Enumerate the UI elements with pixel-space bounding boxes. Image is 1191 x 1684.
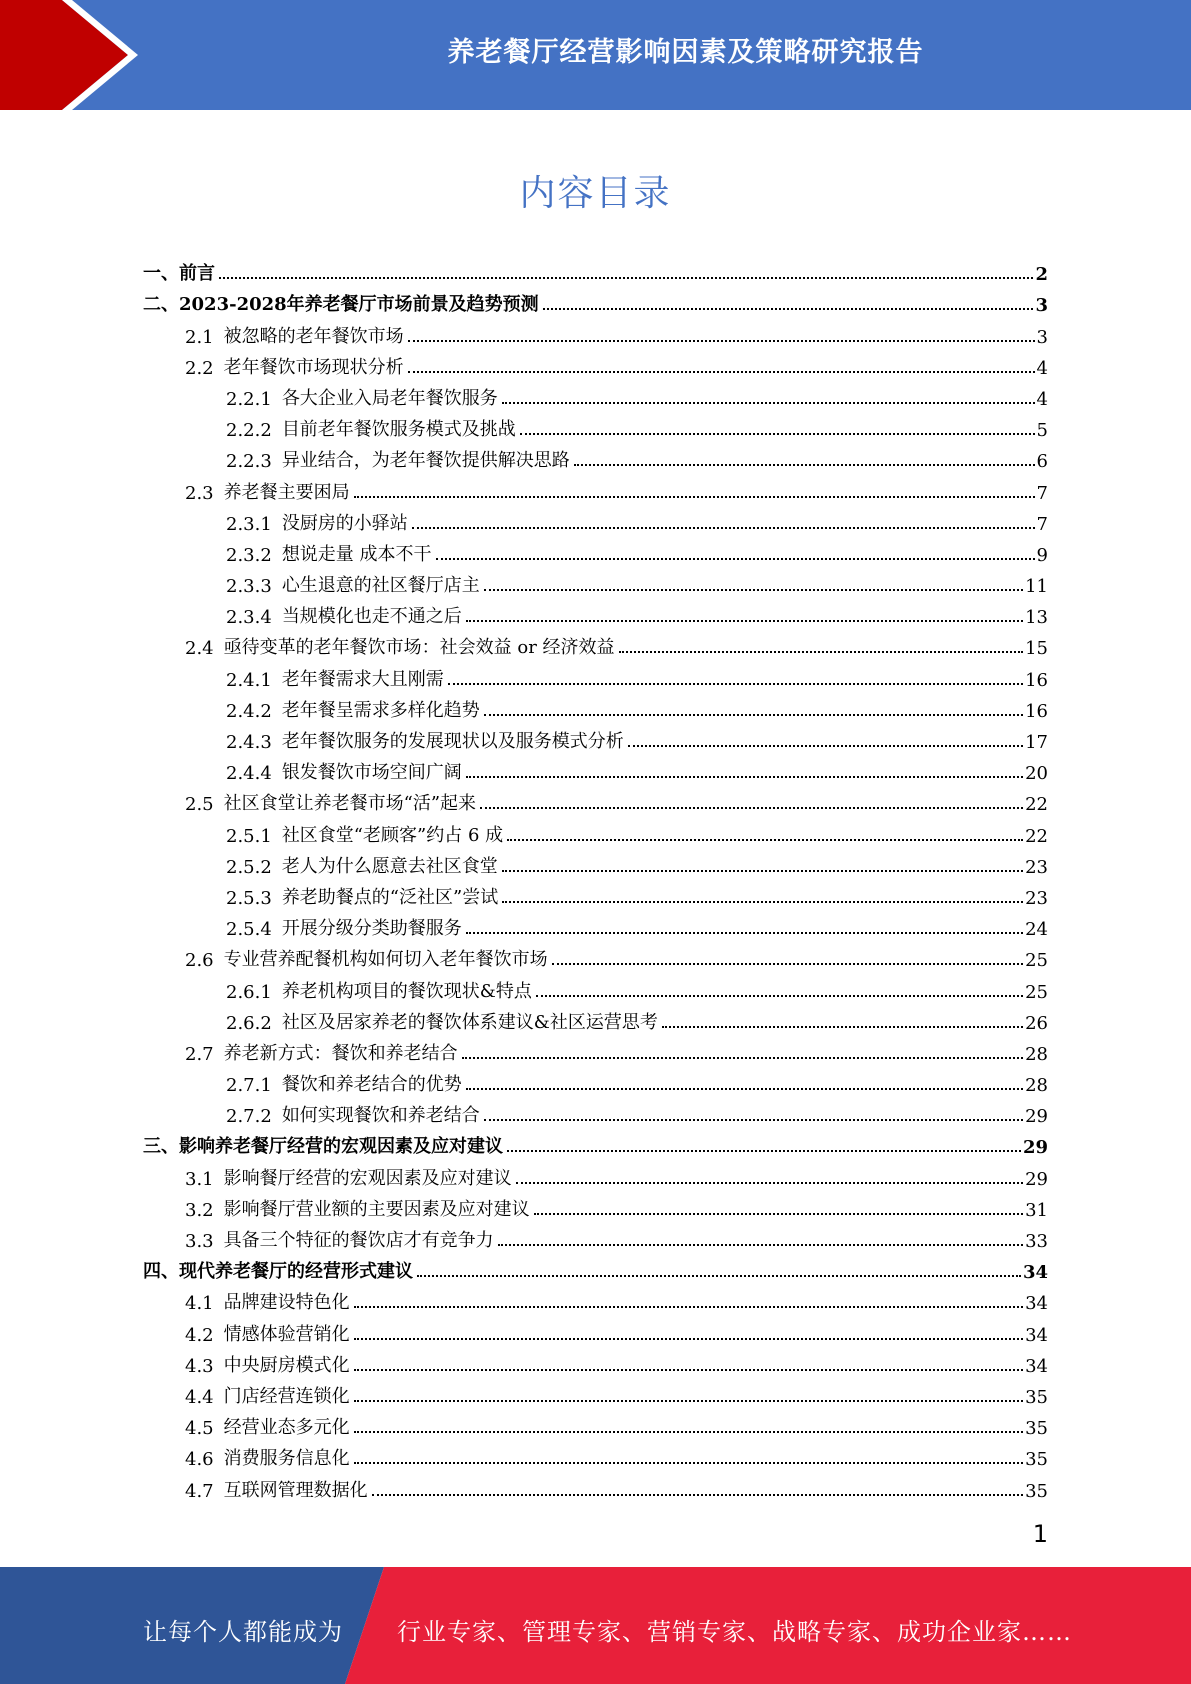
toc-entry-page: 28 bbox=[1025, 1043, 1048, 1065]
toc-entry-page: 9 bbox=[1036, 544, 1048, 566]
toc-entry[interactable] bbox=[143, 1096, 1048, 1127]
toc-dot-leader bbox=[462, 1057, 1023, 1059]
toc-dot-leader bbox=[354, 1400, 1023, 1402]
toc-entry-number: 4.1 bbox=[185, 1293, 214, 1315]
toc-dot-leader bbox=[466, 776, 1023, 778]
toc-entry[interactable] bbox=[143, 1314, 1048, 1345]
toc-entry-title: 异业结合，为老年餐饮提供解决思路 bbox=[281, 450, 570, 472]
toc-entry-number: 2.5.2 bbox=[226, 856, 272, 878]
toc-entry-number: 2.3 bbox=[185, 482, 214, 504]
toc-dot-leader bbox=[502, 870, 1023, 872]
toc-entry-number: 2.2.3 bbox=[226, 451, 272, 473]
toc-entry-page: 28 bbox=[1025, 1075, 1048, 1097]
toc-entry[interactable] bbox=[143, 535, 1048, 566]
toc-entry-page: 26 bbox=[1025, 1012, 1048, 1034]
toc-entry-title: 现代养老餐厅的经营形式建议 bbox=[179, 1261, 413, 1283]
toc-dot-leader bbox=[408, 371, 1035, 373]
toc-dot-leader bbox=[484, 1119, 1023, 1121]
toc-entry-title: 养老助餐点的“泛社区”尝试 bbox=[281, 886, 499, 908]
toc-entry-number: 2.2 bbox=[185, 357, 214, 379]
footer-slogan-right: 行业专家、管理专家、营销专家、战略专家、成功企业家…… bbox=[397, 1618, 1072, 1646]
toc-entry-page: 34 bbox=[1022, 1262, 1048, 1284]
toc-dot-leader bbox=[498, 1244, 1023, 1246]
toc-dot-leader bbox=[466, 620, 1023, 622]
chevron-logo-icon bbox=[0, 0, 160, 110]
toc-entry-title: 具备三个特征的餐饮店才有竞争力 bbox=[223, 1230, 494, 1251]
toc-entry-page: 34 bbox=[1025, 1355, 1048, 1377]
toc-entry[interactable] bbox=[143, 1190, 1048, 1221]
toc-entry-title: 2023-2028年养老餐厅市场前景及趋势预测 bbox=[179, 294, 539, 316]
toc-entry-number: 2.5 bbox=[185, 794, 214, 816]
toc-dot-leader bbox=[354, 496, 1035, 498]
toc-dot-leader bbox=[552, 963, 1023, 965]
toc-entry-title: 目前老年餐饮服务模式及挑战 bbox=[281, 419, 516, 441]
toc-entry-number: 三、 bbox=[143, 1136, 179, 1158]
toc-entry-number: 4.5 bbox=[185, 1418, 214, 1440]
toc-entry-title: 前言 bbox=[179, 263, 215, 285]
toc-entry-page: 25 bbox=[1025, 950, 1048, 972]
toc-entry-title: 情感体验营销化 bbox=[223, 1323, 350, 1345]
toc-dot-leader bbox=[354, 1306, 1023, 1308]
toc-entry[interactable] bbox=[143, 1283, 1048, 1314]
toc-entry-page: 22 bbox=[1025, 825, 1048, 847]
toc-entry-title: 老人为什么愿意去社区食堂 bbox=[281, 855, 498, 877]
toc-entry-number: 2.4.1 bbox=[226, 669, 272, 691]
toc-entry-page: 6 bbox=[1036, 451, 1048, 473]
toc-entry-number: 2.4.4 bbox=[226, 763, 272, 785]
toc-entry-page: 25 bbox=[1025, 981, 1048, 1003]
toc-entry-number: 2.5.1 bbox=[226, 825, 272, 847]
toc-entry-page: 15 bbox=[1025, 638, 1048, 660]
page-number: 1 bbox=[1032, 1520, 1048, 1548]
toc-entry-title: 影响餐厅经营的宏观因素及应对建议 bbox=[223, 1167, 512, 1189]
toc-entry-page: 4 bbox=[1036, 357, 1048, 379]
toc-entry-page: 3 bbox=[1036, 326, 1048, 348]
toc-entry-title: 影响餐厅营业额的主要因素及应对建议 bbox=[223, 1198, 530, 1220]
toc-entry-page: 22 bbox=[1025, 794, 1048, 816]
toc-entry-number: 二、 bbox=[143, 294, 179, 316]
toc-entry[interactable] bbox=[143, 410, 1048, 441]
header-banner bbox=[0, 0, 1191, 110]
toc-entry[interactable] bbox=[143, 971, 1048, 1002]
toc-entry-title: 老年餐饮服务的发展现状以及服务模式分析 bbox=[281, 731, 624, 752]
toc-dot-leader bbox=[574, 464, 1035, 466]
toc-dot-leader bbox=[507, 1150, 1021, 1152]
toc-entry-title: 想说走量 成本不干 bbox=[281, 543, 432, 565]
toc-entry-number: 3.2 bbox=[185, 1199, 214, 1221]
toc-entry-page: 23 bbox=[1025, 856, 1048, 878]
toc-entry-number: 2.7.1 bbox=[226, 1075, 272, 1097]
table-of-contents bbox=[143, 254, 1048, 1502]
toc-dot-leader bbox=[520, 433, 1035, 435]
toc-entry-page: 5 bbox=[1036, 420, 1048, 442]
toc-entry[interactable] bbox=[143, 1408, 1048, 1439]
toc-entry[interactable] bbox=[143, 659, 1048, 690]
toc-entry-page: 3 bbox=[1035, 295, 1048, 317]
toc-entry-title: 开展分级分类助餐服务 bbox=[281, 918, 462, 940]
toc-entry-page: 13 bbox=[1025, 607, 1048, 629]
toc-entry-number: 2.6.1 bbox=[226, 981, 272, 1003]
toc-entry-title: 当规模化也走不通之后 bbox=[281, 606, 462, 628]
toc-entry-page: 35 bbox=[1025, 1386, 1048, 1408]
toc-entry[interactable] bbox=[143, 285, 1048, 316]
toc-entry-title: 经营业态多元化 bbox=[223, 1417, 350, 1439]
toc-dot-leader bbox=[354, 1431, 1023, 1433]
toc-entry-number: 四、 bbox=[143, 1261, 179, 1283]
toc-entry-title: 养老机构项目的餐饮现状&特点 bbox=[281, 980, 532, 1002]
toc-dot-leader bbox=[534, 1213, 1023, 1215]
toc-entry-page: 24 bbox=[1025, 919, 1048, 941]
toc-dot-leader bbox=[372, 1494, 1023, 1496]
toc-entry-number: 2.7 bbox=[185, 1043, 214, 1065]
toc-entry-title: 餐饮和养老结合的优势 bbox=[281, 1074, 462, 1096]
toc-dot-leader bbox=[484, 714, 1023, 716]
toc-entry-title: 没厨房的小驿站 bbox=[281, 512, 408, 534]
toc-entry[interactable] bbox=[143, 1221, 1048, 1252]
toc-entry[interactable] bbox=[143, 597, 1048, 628]
toc-entry-title: 社区及居家养老的餐饮体系建议&社区运营思考 bbox=[281, 1011, 658, 1033]
toc-entry-number: 3.3 bbox=[185, 1231, 214, 1252]
toc-entry-title: 亟待变革的老年餐饮市场：社会效益 or 经济效益 bbox=[223, 637, 615, 659]
toc-dot-leader bbox=[480, 807, 1023, 809]
toc-entry-number: 2.3.2 bbox=[226, 544, 272, 566]
toc-entry-title: 专业营养配餐机构如何切入老年餐饮市场 bbox=[223, 949, 548, 971]
toc-entry-number: 2.2.1 bbox=[226, 388, 272, 410]
toc-entry[interactable] bbox=[143, 1470, 1048, 1501]
toc-dot-leader bbox=[536, 995, 1023, 997]
toc-entry[interactable] bbox=[143, 254, 1048, 285]
toc-entry-title: 养老餐主要困局 bbox=[223, 481, 350, 503]
toc-entry-number: 2.1 bbox=[185, 326, 214, 348]
toc-entry-page: 35 bbox=[1025, 1449, 1048, 1471]
toc-heading: 内容目录 bbox=[519, 173, 672, 214]
toc-entry-number: 2.5.3 bbox=[226, 887, 272, 909]
toc-entry[interactable] bbox=[143, 1346, 1048, 1377]
report-title: 养老餐厅经营影响因素及策略研究报告 bbox=[447, 37, 924, 68]
toc-entry-title: 养老新方式：餐饮和养老结合 bbox=[223, 1042, 458, 1064]
toc-entry-page: 23 bbox=[1025, 887, 1048, 909]
toc-dot-leader bbox=[502, 402, 1035, 404]
toc-entry-page: 16 bbox=[1025, 669, 1048, 691]
toc-dot-leader bbox=[408, 340, 1035, 342]
toc-dot-leader bbox=[466, 1088, 1023, 1090]
toc-entry[interactable] bbox=[143, 909, 1048, 940]
toc-entry-title: 互联网管理数据化 bbox=[223, 1479, 368, 1501]
toc-entry-title: 品牌建设特色化 bbox=[223, 1292, 350, 1314]
toc-entry-page: 7 bbox=[1036, 482, 1048, 504]
toc-entry-page: 7 bbox=[1036, 513, 1048, 535]
toc-entry-page: 17 bbox=[1025, 732, 1048, 753]
toc-dot-leader bbox=[466, 932, 1023, 934]
toc-entry-number: 2.3.4 bbox=[226, 607, 272, 629]
toc-dot-leader bbox=[484, 589, 1023, 591]
toc-entry[interactable] bbox=[143, 815, 1048, 846]
toc-dot-leader bbox=[436, 558, 1035, 560]
toc-entry-title: 银发餐饮市场空间广阔 bbox=[281, 762, 462, 784]
toc-dot-leader bbox=[502, 901, 1023, 903]
toc-entry-title: 消费服务信息化 bbox=[223, 1448, 350, 1470]
toc-entry-page: 2 bbox=[1035, 264, 1048, 286]
toc-entry[interactable] bbox=[143, 1034, 1048, 1065]
toc-entry-title: 老年餐饮市场现状分析 bbox=[223, 356, 404, 378]
toc-entry-number: 4.2 bbox=[185, 1324, 214, 1346]
toc-entry-number: 2.3.1 bbox=[226, 513, 272, 535]
toc-entry-page: 34 bbox=[1025, 1293, 1048, 1315]
toc-entry-page: 29 bbox=[1022, 1137, 1048, 1159]
footer-slogan-left: 让每个人都能成为 bbox=[143, 1618, 343, 1646]
toc-entry[interactable] bbox=[143, 722, 1048, 753]
toc-dot-leader bbox=[662, 1026, 1023, 1028]
toc-dot-leader bbox=[219, 277, 1033, 279]
footer-banner bbox=[0, 1567, 1191, 1684]
toc-dot-leader bbox=[354, 1338, 1023, 1340]
toc-entry[interactable] bbox=[143, 691, 1048, 722]
toc-entry[interactable] bbox=[143, 1158, 1048, 1189]
toc-dot-leader bbox=[619, 651, 1024, 653]
toc-entry-title: 中央厨房模式化 bbox=[223, 1354, 350, 1376]
toc-entry[interactable] bbox=[143, 504, 1048, 535]
toc-entry-title: 如何实现餐饮和养老结合 bbox=[281, 1105, 480, 1127]
toc-dot-leader bbox=[628, 745, 1023, 747]
toc-entry[interactable] bbox=[143, 1252, 1048, 1283]
toc-entry-title: 影响养老餐厅经营的宏观因素及应对建议 bbox=[179, 1136, 503, 1158]
toc-entry-number: 4.6 bbox=[185, 1449, 214, 1471]
toc-entry-title: 各大企业入局老年餐饮服务 bbox=[281, 387, 498, 409]
toc-dot-leader bbox=[507, 839, 1023, 841]
toc-dot-leader bbox=[354, 1369, 1023, 1371]
toc-entry-title: 心生退意的社区餐厅店主 bbox=[281, 575, 480, 597]
toc-entry-number: 4.3 bbox=[185, 1355, 214, 1377]
toc-entry-page: 35 bbox=[1025, 1418, 1048, 1440]
toc-entry-page: 29 bbox=[1025, 1168, 1048, 1190]
toc-dot-leader bbox=[412, 527, 1035, 529]
toc-entry[interactable] bbox=[143, 348, 1048, 379]
toc-entry-number: 2.3.3 bbox=[226, 576, 272, 598]
toc-entry[interactable] bbox=[143, 1003, 1048, 1034]
toc-entry[interactable] bbox=[143, 753, 1048, 784]
toc-entry-page: 31 bbox=[1025, 1199, 1048, 1221]
toc-entry[interactable] bbox=[143, 566, 1048, 597]
toc-entry-title: 老年餐需求大且刚需 bbox=[281, 668, 444, 690]
toc-entry[interactable] bbox=[143, 379, 1048, 410]
toc-entry[interactable] bbox=[143, 940, 1048, 971]
toc-entry-title: 老年餐呈需求多样化趋势 bbox=[281, 699, 480, 721]
toc-entry-number: 4.4 bbox=[185, 1386, 214, 1408]
toc-entry-number: 2.7.2 bbox=[226, 1106, 272, 1128]
toc-entry-number: 一、 bbox=[143, 263, 179, 285]
toc-dot-leader bbox=[417, 1275, 1021, 1277]
toc-entry-page: 29 bbox=[1025, 1106, 1048, 1128]
toc-entry-number: 2.5.4 bbox=[226, 919, 272, 941]
toc-entry-title: 社区食堂“老顾客”约占 6 成 bbox=[281, 824, 504, 846]
toc-entry[interactable] bbox=[143, 628, 1048, 659]
toc-entry-page: 34 bbox=[1025, 1324, 1048, 1346]
toc-entry-number: 3.1 bbox=[185, 1168, 214, 1190]
toc-entry-title: 社区食堂让养老餐市场“活”起来 bbox=[223, 793, 477, 815]
toc-dot-leader bbox=[448, 683, 1023, 685]
toc-entry-number: 2.4.2 bbox=[226, 700, 272, 722]
toc-entry-number: 2.2.2 bbox=[226, 420, 272, 442]
toc-entry-page: 16 bbox=[1025, 700, 1048, 722]
toc-dot-leader bbox=[543, 308, 1034, 310]
toc-entry-page: 20 bbox=[1025, 763, 1048, 785]
toc-entry[interactable] bbox=[143, 1127, 1048, 1158]
toc-entry-number: 2.6 bbox=[185, 950, 214, 972]
toc-entry[interactable] bbox=[143, 1065, 1048, 1096]
toc-dot-leader bbox=[354, 1462, 1023, 1464]
toc-entry-page: 4 bbox=[1036, 388, 1048, 410]
toc-entry-number: 2.4 bbox=[185, 638, 214, 660]
toc-entry-number: 2.4.3 bbox=[226, 732, 272, 753]
toc-entry[interactable] bbox=[143, 784, 1048, 815]
toc-entry-page: 33 bbox=[1025, 1231, 1048, 1252]
toc-entry[interactable] bbox=[143, 472, 1048, 503]
toc-entry-title: 被忽略的老年餐饮市场 bbox=[223, 325, 404, 347]
toc-entry-page: 35 bbox=[1025, 1480, 1048, 1502]
toc-entry-title: 门店经营连锁化 bbox=[223, 1385, 350, 1407]
toc-entry-number: 2.6.2 bbox=[226, 1012, 272, 1034]
toc-entry-number: 4.7 bbox=[185, 1480, 214, 1502]
toc-entry[interactable] bbox=[143, 441, 1048, 472]
toc-entry[interactable] bbox=[143, 878, 1048, 909]
toc-entry[interactable] bbox=[143, 1377, 1048, 1408]
toc-entry[interactable] bbox=[143, 1439, 1048, 1470]
toc-entry[interactable] bbox=[143, 847, 1048, 878]
toc-dot-leader bbox=[516, 1182, 1023, 1184]
toc-entry-page: 11 bbox=[1025, 576, 1048, 598]
toc-entry[interactable] bbox=[143, 316, 1048, 347]
